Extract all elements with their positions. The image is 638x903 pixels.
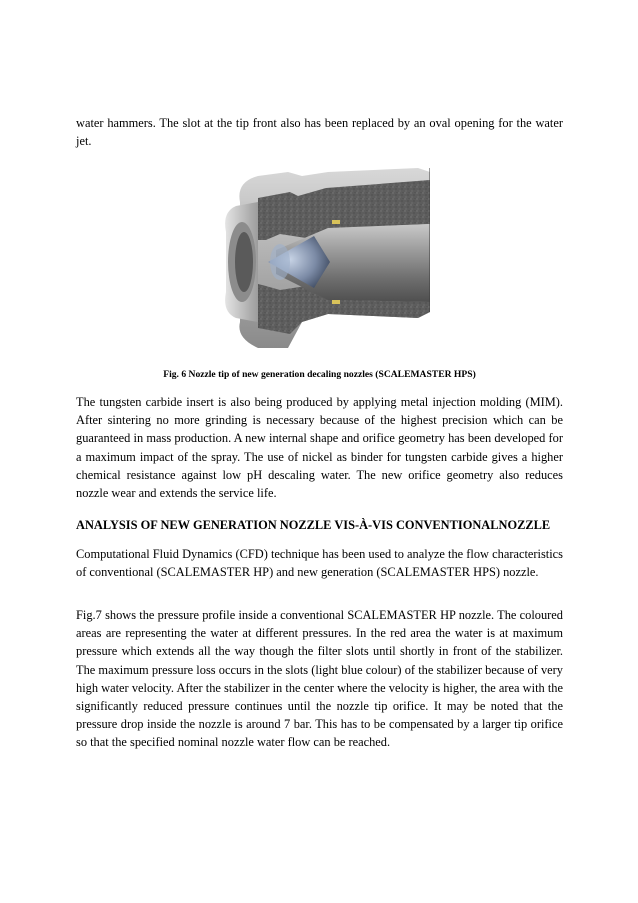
paragraph-intro: water hammers. The slot at the tip front also has been replaced by an oval opening for the water jet. — [76, 116, 563, 149]
figure-caption: Fig. 6 Nozzle tip of new generation decaling nozzles (SCALEMASTER HPS) — [163, 369, 476, 380]
paragraph-cfd: Computational Fluid Dynamics (CFD) technique has been used to analyze the flow characteristics of conventional (SCALEMASTER HP) and new generation (SCALEMASTER HPS) nozzle. — [76, 547, 563, 580]
paragraph-tungsten-carbide: The tungsten carbide insert is also being produced by applying metal injection molding (MIM). After sintering no more grinding is necessary because of the highest precision which can be guaranteed in mass production. A new internal shape and orifice geometry has been developed for a maximum impact of the spray. The use of nickel as binder for tungsten carbide gives a higher chemical resistance against low pH descaling water. The new orifice geometry also reduces nozzle wear and extends the service life. — [76, 395, 563, 501]
section-heading: ANALYSIS OF NEW GENERATION NOZZLE VIS-À-VIS CONVENTIONALNOZZLE — [76, 518, 551, 532]
nozzle-tip-illustration — [218, 162, 430, 358]
paragraph-pressure-profile: Fig.7 shows the pressure profile inside a conventional SCALEMASTER HP nozzle. The coloured areas are representing the water at different pressures. In the red area the water is at maximum pressure which extends all the way though the filter slots until shortly in front of the stabilizer. The maximum pressure loss occurs in the slots (light blue colour) of the stabilizer because of very high water velocity. After the stabilizer in the center where the velocity is higher, the area with the significantly reduced pressure continues until the nozzle tip orifice. It may be noted that the pressure drop inside the nozzle is around 7 bar. This has to be compensated by a larger tip orifice so that the specified nominal nozzle water flow can be reached. — [76, 608, 563, 750]
